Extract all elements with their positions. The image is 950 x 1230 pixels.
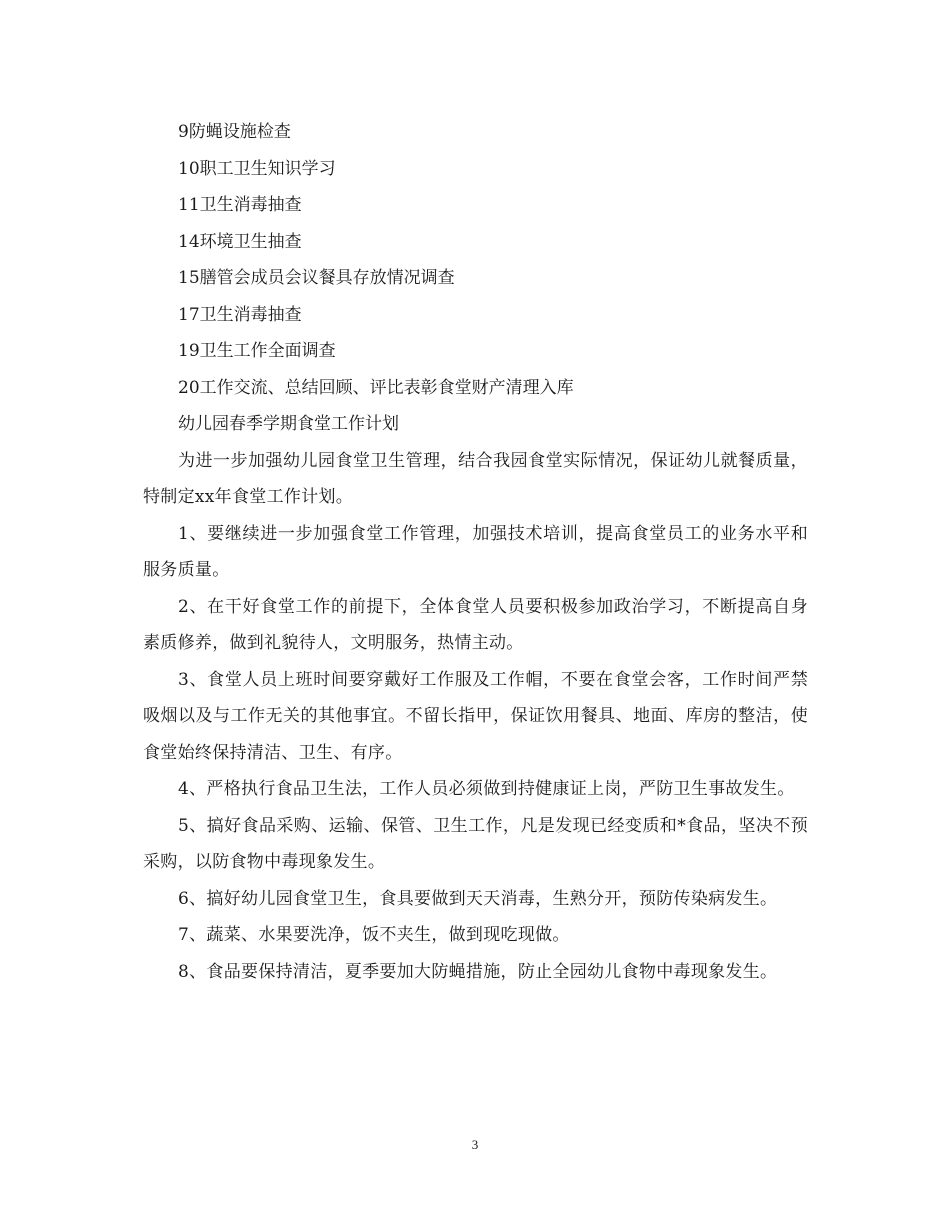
schedule-item: 9防蝇设施检查 [178, 122, 291, 142]
schedule-item: 17卫生消毒抽查 [178, 304, 302, 325]
paragraph: 7、蔬菜、水果要洗净，饭不夹生，做到现吃现做。 [178, 925, 570, 945]
paragraph: 1、要继续进一步加强食堂工作管理，加强技术培训，提高食堂员工的业务水平和服务质量。 [143, 523, 808, 580]
paragraph: 2、在干好食堂工作的前提下，全体食堂人员要积极参加政治学习，不断提高自身素质修养，做到礼貌待人，文明服务，热情主动。 [143, 596, 808, 653]
schedule-item: 19卫生工作全面调查 [178, 341, 336, 361]
schedule-item: 11卫生消毒抽查 [178, 195, 302, 215]
schedule-item: 10职工卫生知识学习 [178, 158, 336, 179]
paragraph: 6、搞好幼儿园食堂卫生，食具要做到天天消毒，生熟分开，预防传染病发生。 [178, 888, 778, 909]
schedule-item: 20工作交流、总结回顾、评比表彰食堂财产清理入库 [178, 377, 574, 398]
paragraph: 4、严格执行食品卫生法，工作人员必须做到持健康证上岗，严防卫生事故发生。 [178, 779, 795, 799]
schedule-item: 15膳管会成员会议餐具存放情况调查 [178, 268, 455, 288]
schedule-item: 14环境卫生抽查 [178, 231, 302, 252]
paragraph: 5、搞好食品采购、运输、保管、卫生工作，凡是发现已经变质和*食品，坚决不预采购，以防食物中毒现象发生。 [143, 815, 808, 872]
paragraph: 8、食品要保持清洁，夏季要加大防蝇措施，防止全园幼儿食物中毒现象发生。 [178, 961, 778, 982]
paragraph: 3、食堂人员上班时间要穿戴好工作服及工作帽，不要在食堂会客，工作时间严禁吸烟以及与工作无关的其他事宜。不留长指甲，保证饮用餐具、地面、库房的整洁，使食堂始终保持清洁、卫生、有序。 [143, 669, 808, 763]
section-heading: 幼儿园春季学期食堂工作计划 [178, 414, 399, 434]
paragraph: 为进一步加强幼儿园食堂卫生管理，结合我园食堂实际情况，保证幼儿就餐质量，特制定xx年食堂工作计划。 [143, 450, 808, 507]
page-number: 3 [471, 1137, 479, 1152]
document-body [143, 114, 808, 990]
